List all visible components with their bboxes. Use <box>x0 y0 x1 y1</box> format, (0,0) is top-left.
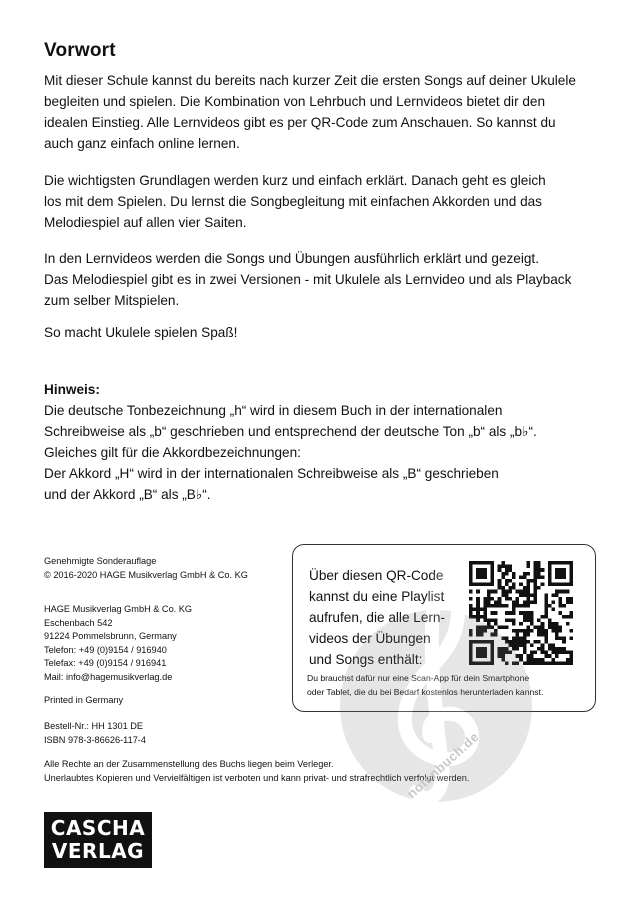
text-line: zum selber Mitspielen. <box>44 293 180 308</box>
qr-text-line: Über diesen QR-Code <box>309 568 444 583</box>
imprint-line: Bestell-Nr.: HH 1301 DE <box>44 721 144 731</box>
text-line: los mit dem Spielen. Du lernst die Songbegleitung mit einfachen Akkorden und das <box>44 194 542 209</box>
text-line: So macht Ukulele spielen Spaß! <box>44 325 238 340</box>
logo-line: CASCHA <box>50 816 146 840</box>
publisher-logo <box>44 812 152 868</box>
qr-hint-line: Du brauchst dafür nur eine Scan-App für dein Smartphone <box>307 673 530 683</box>
watermark-text: notenbuch.de <box>404 728 482 802</box>
text-line: Gleiches gilt für die Akkordbezeichnungen: <box>44 445 301 460</box>
text-line: idealen Einstieg. Alle Lernvideos gibt es per QR-Code zum Anschauen. So kannst du <box>44 115 556 130</box>
qr-text-line: kannst du eine Playlist <box>309 589 445 604</box>
text-line: Melodiespiel auf allen vier Saiten. <box>44 215 247 230</box>
imprint-line: © 2016-2020 HAGE Musikverlag GmbH & Co. KG <box>44 569 248 580</box>
imprint-line: Telefax: +49 (0)9154 / 916941 <box>44 658 167 668</box>
imprint-line: Printed in Germany <box>44 695 124 705</box>
text-line: Das Melodiespiel gibt es in zwei Versionen - mit Ukulele als Lernvideo und als Playback <box>44 272 572 287</box>
closing-paragraph <box>44 322 604 343</box>
qr-text-line: aufrufen, die alle Lern- <box>309 610 446 625</box>
imprint-address <box>44 603 324 684</box>
legal-line: Unerlaubtes Kopieren und Vervielfältigen ist verboten und kann privat- und strafrechtlich verfolgt werden. <box>44 773 470 783</box>
imprint-edition <box>44 555 324 582</box>
videos-paragraph <box>44 248 604 311</box>
text-line: Die wichtigsten Grundlagen werden kurz und einfach erklärt. Danach geht es gleich <box>44 173 546 188</box>
qr-text-line: videos der Übungen <box>309 631 431 646</box>
page-title: Vorwort <box>44 40 116 61</box>
note-text <box>44 400 604 505</box>
text-line: und der Akkord „B“ als „B♭“. <box>44 487 211 502</box>
text-line: In den Lernvideos werden die Songs und Übungen ausführlich erklärt und gezeigt. <box>44 251 539 266</box>
legal-notice <box>44 757 604 785</box>
imprint-line: Eschenbach 542 <box>44 617 113 628</box>
imprint-line: ISBN 978-3-86626-117-4 <box>44 734 146 745</box>
qr-code-box <box>292 544 596 712</box>
text-line: Schreibweise als „b“ geschrieben und entsprechend der deutsche Ton „b“ als „b♭“. <box>44 424 537 439</box>
qr-text-line: und Songs enthält: <box>309 652 423 667</box>
imprint-printed <box>44 694 324 708</box>
text-line: Mit dieser Schule kannst du bereits nach kurzer Zeit die ersten Songs auf deiner Ukulele <box>44 73 576 88</box>
legal-line: Alle Rechte an der Zusammenstellung des Buchs liegen beim Verleger. <box>44 759 334 769</box>
qr-description <box>309 565 474 670</box>
note-title: Hinweis: <box>44 382 100 397</box>
basics-paragraph <box>44 170 604 233</box>
logo-line: VERLAG <box>51 839 145 863</box>
imprint-line: Genehmigte Sonderauflage <box>44 556 157 566</box>
qr-hint-line: oder Tablet, die du bei Bedarf kostenlos herunterladen kannst. <box>307 687 544 697</box>
text-line: auch ganz einfach online lernen. <box>44 136 240 151</box>
imprint-line: HAGE Musikverlag GmbH & Co. KG <box>44 604 193 614</box>
qr-code[interactable] <box>469 561 573 665</box>
text-line: begleiten und spielen. Die Kombination von Lehrbuch und Lernvideos bietet dir den <box>44 94 546 109</box>
qr-hint <box>307 671 587 699</box>
text-line: Der Akkord „H“ wird in der internationalen Schreibweise als „B“ geschrieben <box>44 466 499 481</box>
text-line: Die deutsche Tonbezeichnung „h“ wird in diesem Buch in der internationalen <box>44 403 503 418</box>
imprint-line: Mail: info@hagemusikverlag.de <box>44 671 173 682</box>
imprint-line: Telefon: +49 (0)9154 / 916940 <box>44 644 167 655</box>
imprint-line: 91224 Pommelsbrunn, Germany <box>44 631 177 641</box>
intro-paragraph <box>44 70 604 154</box>
imprint-order <box>44 720 324 747</box>
